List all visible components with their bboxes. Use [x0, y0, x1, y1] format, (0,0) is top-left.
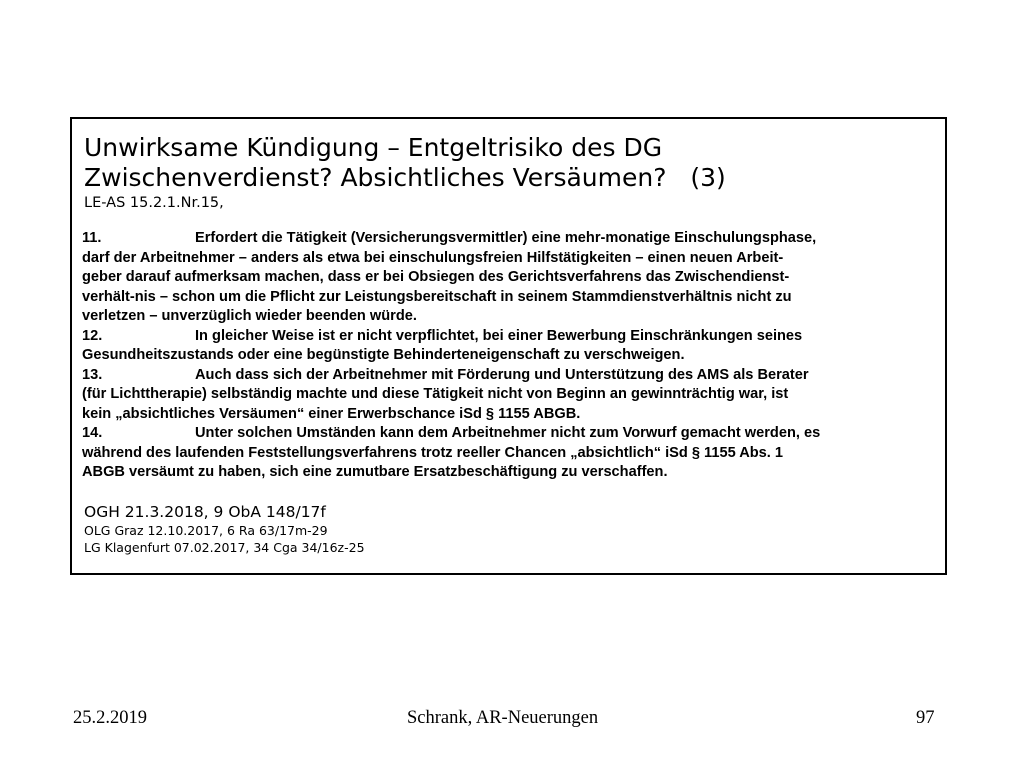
paragraph-text: Auch dass sich der Arbeitnehmer mit Förderung und Unterstützung des AMS als Berater	[195, 366, 809, 383]
paragraph-line: Gesundheitszustands oder eine begünstigte Behinderteneigenschaft zu verschweigen.	[82, 347, 685, 363]
paragraph-line: darf der Arbeitnehmer – anders als etwa bei einschulungsfreien Hilfstätigkeiten – einen neuen Arbeit-	[82, 249, 784, 266]
paragraph-first-line	[82, 327, 935, 347]
citations	[82, 502, 935, 556]
citation-lg: LG Klagenfurt 07.02.2017, 34 Cga 34/16z-25	[84, 539, 365, 555]
paragraph-13	[82, 366, 935, 425]
paragraph-line: geber darauf aufmerksam machen, dass er bei Obsiegen des Gerichtsverfahrens das Zwischendienst-	[82, 269, 790, 285]
paragraph-line: während des laufenden Feststellungsverfahrens trotz reeller Chancen „absichtlich“ iSd § 1155 Abs. 1	[82, 444, 783, 461]
paragraph-list	[82, 229, 935, 483]
paragraph-text: Erfordert die Tätigkeit (Versicherungsvermittler) eine mehr-monatige Einschulungsphase,	[195, 230, 817, 246]
paragraph-first-line	[82, 424, 935, 444]
title-line-1: Unwirksame Kündigung – Entgeltrisiko des DG	[84, 133, 663, 162]
paragraph-text: Unter solchen Umständen kann dem Arbeitnehmer nicht zum Vorwurf gemacht werden, es	[195, 425, 821, 441]
paragraph-first-line	[82, 366, 935, 386]
paragraph-line: verletzen – unverzüglich wieder beenden würde.	[82, 308, 417, 324]
paragraph-text: In gleicher Weise ist er nicht verpflichtet, bei einer Bewerbung Einschränkungen seines	[195, 327, 803, 344]
footer-page-number: 97	[916, 708, 935, 728]
footer-author: Schrank, AR-Neuerungen	[407, 708, 599, 728]
paragraph-line: ABGB versäumt zu haben, sich eine zumutbare Ersatzbeschäftigung zu verschaffen.	[82, 464, 668, 480]
paragraph-14	[82, 424, 935, 483]
paragraph-line: verhält-nis – schon um die Pflicht zur Leistungsbereitschaft in seinem Stammdienstverhältnis nicht zu	[82, 288, 792, 305]
content-box	[70, 117, 947, 575]
paragraph-number: 13.	[82, 366, 103, 383]
citation-ogh: OGH 21.3.2018, 9 ObA 148/17f	[84, 502, 326, 521]
paragraph-number: 12.	[82, 327, 103, 344]
paragraph-12	[82, 327, 935, 366]
title-line-2: Zwischenverdienst? Absichtliches Versäumen? (3)	[84, 163, 726, 192]
paragraph-first-line	[82, 229, 935, 249]
paragraph-11	[82, 229, 935, 327]
footer-date: 25.2.2019	[73, 708, 147, 728]
paragraph-line: kein „absichtliches Versäumen“ einer Erwerbschance iSd § 1155 ABGB.	[82, 405, 581, 422]
reference: LE-AS 15.2.1.Nr.15,	[84, 195, 224, 211]
paragraph-line: (für Lichttherapie) selbständig machte und diese Tätigkeit nicht von Beginn an gewinnträchtig war, ist	[82, 386, 789, 402]
paragraph-number: 14.	[82, 425, 103, 441]
paragraph-number: 11.	[82, 230, 102, 246]
citation-olg: OLG Graz 12.10.2017, 6 Ra 63/17m-29	[84, 522, 328, 538]
